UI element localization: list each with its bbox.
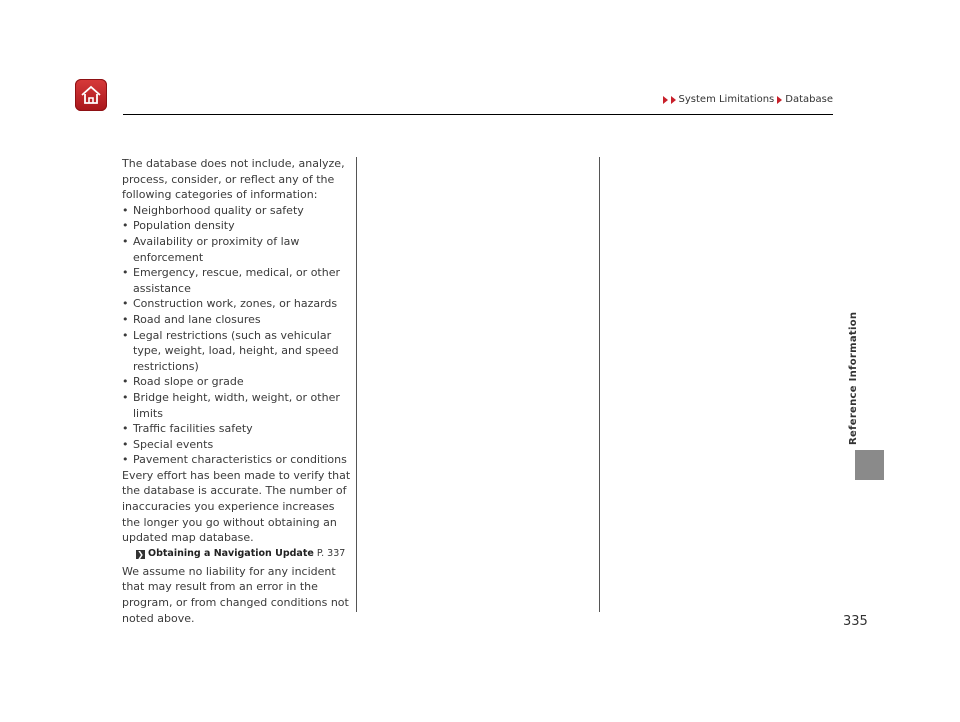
breadcrumb-item-system-limitations[interactable]: System Limitations xyxy=(678,94,775,105)
list-item: • Road slope or grade xyxy=(122,374,354,390)
list-item: • Pavement characteristics or conditions xyxy=(122,452,354,468)
red-triangle-arrow-icon xyxy=(663,96,668,104)
xref-label: Obtaining a Navigation Update xyxy=(148,547,314,559)
header-divider xyxy=(123,114,833,115)
breadcrumb xyxy=(663,94,833,105)
exclusions-list xyxy=(122,203,354,468)
reference-arrow-icon: ❯ xyxy=(137,549,144,559)
section-side-label: Reference Information xyxy=(848,311,859,445)
list-item: • Availability or proximity of law enforcement xyxy=(122,234,354,265)
list-item: • Bridge height, width, weight, or other limits xyxy=(122,390,354,421)
list-item: • Traffic facilities safety xyxy=(122,421,354,437)
list-item: • Emergency, rescue, medical, or other assistance xyxy=(122,265,354,296)
list-item: • Construction work, zones, or hazards xyxy=(122,296,354,312)
cross-reference-link[interactable] xyxy=(122,547,354,561)
list-item: • Neighborhood quality or safety xyxy=(122,203,354,219)
breadcrumb-item-database[interactable]: Database xyxy=(785,94,833,105)
accuracy-paragraph: Every effort has been made to verify that the database is accurate. The number of inaccuracies you experience increases the longer you go without obtaining an updated map database. xyxy=(122,468,351,545)
list-item: • Legal restrictions (such as vehicular type, weight, load, height, and speed restrictions) xyxy=(122,328,354,375)
liability-paragraph: We assume no liability for any incident that may result from an error in the program, or from changed conditions not noted above. xyxy=(122,564,349,625)
list-item: • Road and lane closures xyxy=(122,312,354,328)
column-divider-right xyxy=(599,157,600,612)
red-triangle-arrow-icon xyxy=(671,96,676,104)
red-triangle-arrow-icon xyxy=(777,96,782,104)
page-number: 335 xyxy=(843,614,868,629)
home-button[interactable] xyxy=(75,79,107,111)
xref-page: P. 337 xyxy=(316,547,346,559)
list-item: • Population density xyxy=(122,218,354,234)
main-text-column xyxy=(122,156,354,626)
section-tab[interactable] xyxy=(855,450,884,480)
intro-paragraph: The database does not include, analyze, process, consider, or reflect any of the following categories of information: xyxy=(122,157,345,202)
home-icon xyxy=(79,83,103,107)
list-item: • Special events xyxy=(122,437,354,453)
column-divider-left xyxy=(356,157,357,612)
